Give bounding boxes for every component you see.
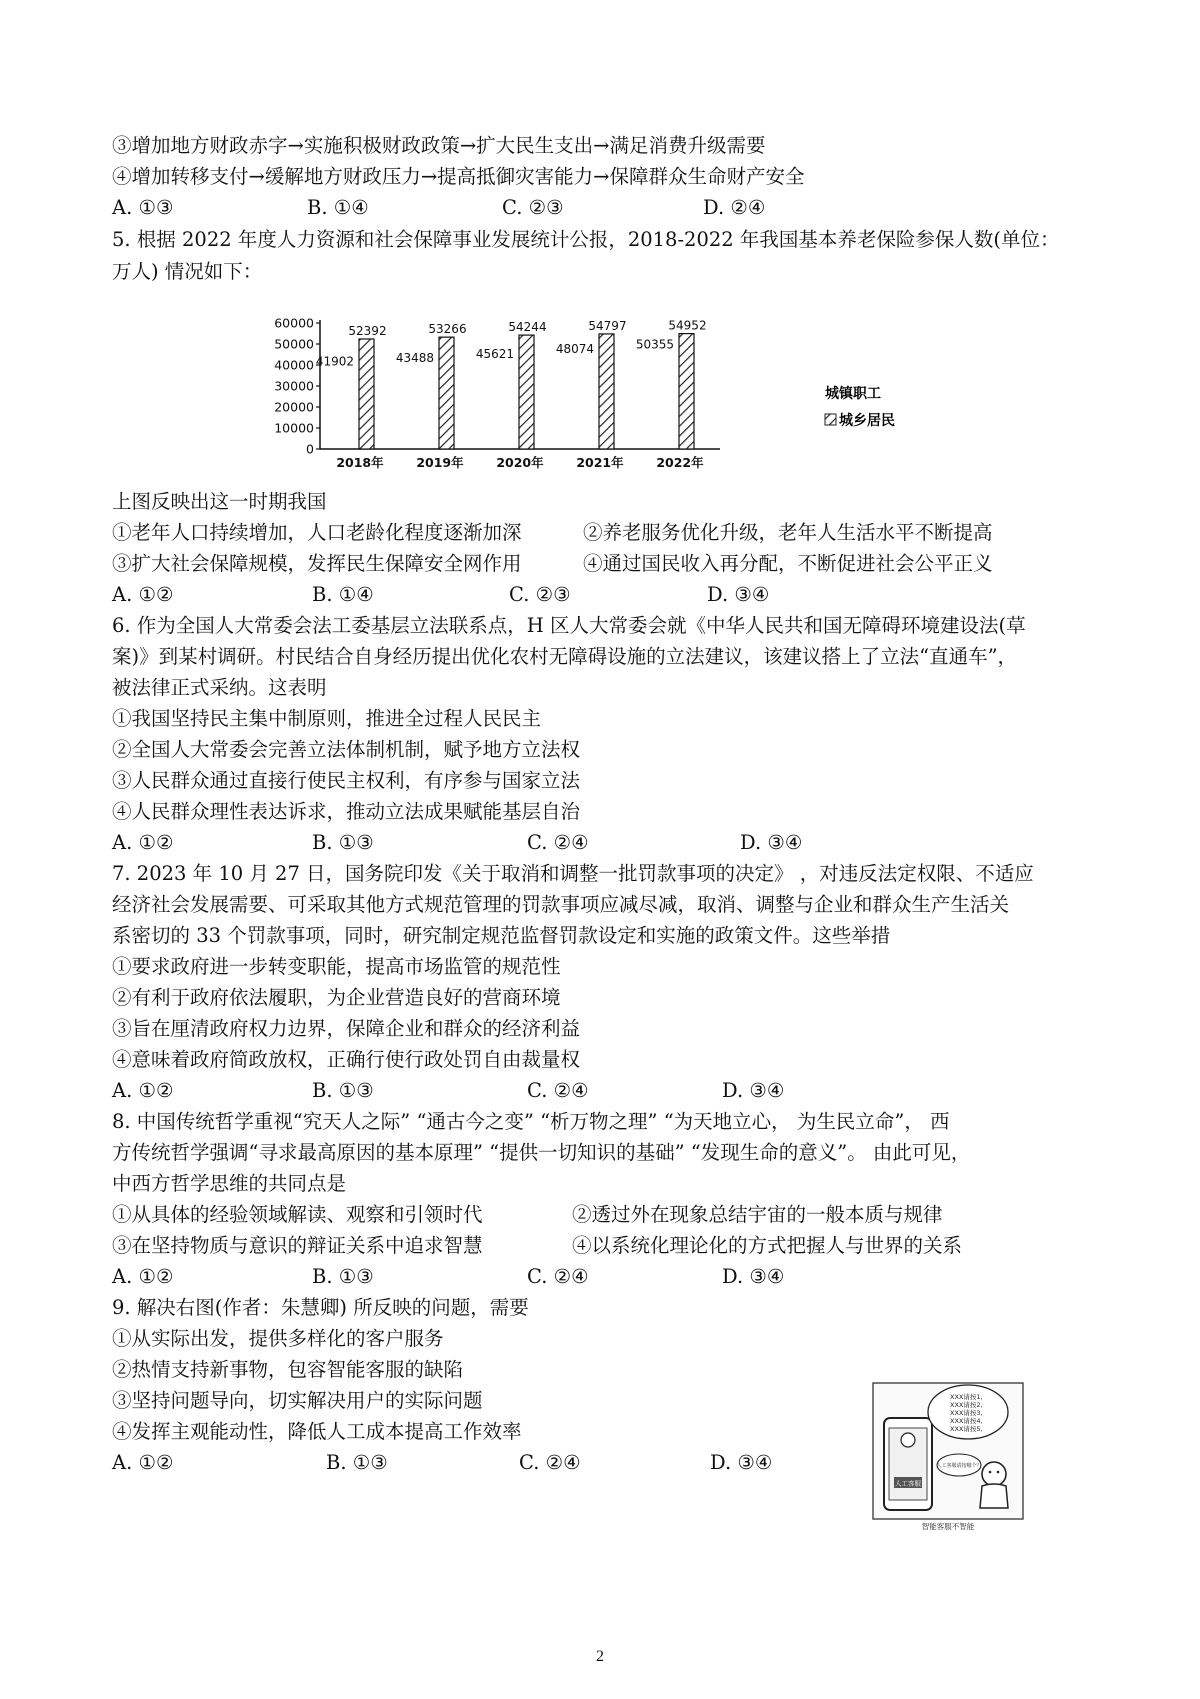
data-label-urban: 45621 <box>475 346 514 361</box>
q6-option-1: ①我国坚持民主集中制原则，推进全过程人民民主 <box>112 707 542 730</box>
q5-option-1: ①老年人口持续增加，人口老龄化程度逐渐加深 <box>112 521 522 544</box>
q5-stem-line-2: 万人) 情况如下： <box>112 260 263 283</box>
q8-choice-b: B. ①③ <box>312 1265 374 1288</box>
y-tick-label: 60000 <box>274 315 314 331</box>
q4-choice-a: A. ①③ <box>112 196 174 219</box>
data-label-rural: 54797 <box>588 318 627 333</box>
y-tick-label: 10000 <box>274 420 314 436</box>
q9-choice-b: B. ①③ <box>326 1451 388 1474</box>
y-tick-label: 0 <box>306 441 314 457</box>
q9-option-3: ③坚持问题导向，切实解决用户的实际问题 <box>112 1389 483 1412</box>
person-eye-left <box>989 1471 992 1474</box>
q5-bar-chart <box>274 310 920 529</box>
q9-cartoon <box>872 1382 1024 1532</box>
q8-choice-c: C. ②④ <box>527 1265 589 1288</box>
person-bubble-text: 人工客服请按哪个？ <box>936 1463 982 1469</box>
q5-option-4: ④通过国民收入再分配，不断促进社会公平正义 <box>583 552 993 575</box>
q7-option-3: ③旨在厘清政府权力边界，保障企业和群众的经济利益 <box>112 1017 581 1040</box>
q7-option-2: ②有利于政府依法履职，为企业营造良好的营商环境 <box>112 986 561 1009</box>
legend-label-urban: 城镇职工 <box>825 386 881 402</box>
q7-choice-b: B. ①③ <box>312 1079 374 1102</box>
q7-option-4: ④意味着政府简政放权，正确行使行政处罚自由裁量权 <box>112 1048 581 1071</box>
q5-option-3: ③扩大社会保障规模，发挥民生保障安全网作用 <box>112 552 522 575</box>
cartoon-drawing <box>872 1382 1024 1532</box>
q8-stem-line-1: 8. 中国传统哲学重视“究天人之际” “通古今之变” “析万物之理” “为天地立心， 为生民立命”， 西 <box>112 1110 950 1133</box>
q7-choice-d: D. ③④ <box>722 1079 785 1102</box>
q7-stem-line-2: 经济社会发展需要、可采取其他方式规范管理的罚款事项应减尽减，取消、调整与企业和群众生产生活关 <box>112 893 1010 916</box>
x-tick-label: 2019年 <box>416 455 464 470</box>
q7-stem-line-3: 系密切的 33 个罚款事项，同时，研究制定规范监督罚款设定和实施的政策文件。这些举措 <box>112 924 891 947</box>
q7-stem-line-1: 7. 2023 年 10 月 27 日，国务院印发《关于取消和调整一批罚款事项的决定》 ，对违反法定权限、不适应 <box>112 862 1034 885</box>
q6-choice-b: B. ①③ <box>312 831 374 854</box>
x-tick-label: 2021年 <box>576 455 624 470</box>
data-label-urban: 41902 <box>315 354 354 369</box>
q5-choice-b: B. ①④ <box>312 583 374 606</box>
q5-option-2: ②养老服务优化升级，老年人生活水平不断提高 <box>583 521 993 544</box>
cartoon-caption: 智能客服不智能 <box>921 1522 975 1531</box>
phone-screen-label: 人工客服 <box>895 1479 921 1488</box>
data-label-urban: 50355 <box>635 337 674 352</box>
q9-stem: 9. 解决右图(作者：朱慧卿) 所反映的问题，需要 <box>112 1296 529 1319</box>
q6-choice-c: C. ②④ <box>527 831 589 854</box>
q7-choice-c: C. ②④ <box>527 1079 589 1102</box>
bar-rural <box>519 335 534 449</box>
q8-stem-line-3: 中西方哲学思维的共同点是 <box>112 1172 347 1195</box>
q8-option-3: ③在坚持物质与意识的辩证关系中追求智慧 <box>112 1234 483 1257</box>
q5-choice-c: C. ②③ <box>509 583 571 606</box>
q9-option-2: ②热情支持新事物，包容智能客服的缺陷 <box>112 1358 464 1381</box>
person-head <box>982 1462 1006 1486</box>
q6-option-2: ②全国人大常委会完善立法体制机制，赋予地方立法权 <box>112 738 581 761</box>
bubble-line-4: XXX请按4, <box>950 1417 983 1425</box>
q9-option-4: ④发挥主观能动性，降低人工成本提高工作效率 <box>112 1420 522 1443</box>
page-number: 2 <box>596 1648 604 1665</box>
data-label-urban: 48074 <box>555 342 594 357</box>
q7-choice-a: A. ①② <box>112 1079 174 1102</box>
q6-stem-line-2: 案)》到某村调研。村民结合自身经历提出优化农村无障碍设施的立法建议，该建议搭上了立法“直通车”， <box>112 645 1018 668</box>
bar-rural <box>439 337 454 449</box>
q6-option-4: ④人民群众理性表达诉求，推动立法成果赋能基层自治 <box>112 800 581 823</box>
q7-option-1: ①要求政府进一步转变职能，提高市场监管的规范性 <box>112 955 561 978</box>
q8-choice-a: A. ①② <box>112 1265 174 1288</box>
q5-choice-a: A. ①② <box>112 583 174 606</box>
q4-choice-b: B. ①④ <box>307 196 369 219</box>
chart-svg <box>274 310 920 525</box>
q6-stem-line-3: 被法律正式采纳。这表明 <box>112 676 327 699</box>
q4-choice-d: D. ②④ <box>703 196 766 219</box>
q6-choice-d: D. ③④ <box>740 831 803 854</box>
y-tick-label: 40000 <box>274 357 314 373</box>
q8-choice-d: D. ③④ <box>722 1265 785 1288</box>
q6-option-3: ③人民群众通过直接行使民主权利，有序参与国家立法 <box>112 769 581 792</box>
y-tick-label: 20000 <box>274 399 314 415</box>
data-label-rural: 54244 <box>508 320 547 335</box>
q9-choice-a: A. ①② <box>112 1451 174 1474</box>
y-tick-label: 50000 <box>274 336 314 352</box>
data-label-urban: 43488 <box>395 351 434 366</box>
y-tick-label: 30000 <box>274 378 314 394</box>
q8-option-2: ②透过外在现象总结宇宙的一般本质与规律 <box>572 1203 943 1226</box>
bubble-line-2: XXX请按2, <box>950 1401 983 1409</box>
q9-choice-c: C. ②④ <box>519 1451 581 1474</box>
bubble-line-3: XXX请按3, <box>950 1409 983 1417</box>
data-label-rural: 54952 <box>668 318 707 333</box>
robot-face-icon <box>901 1433 915 1447</box>
q6-choice-a: A. ①② <box>112 831 174 854</box>
bar-rural <box>359 339 374 449</box>
x-tick-label: 2018年 <box>336 455 384 470</box>
q8-option-1: ①从具体的经验领域解读、观察和引领时代 <box>112 1203 483 1226</box>
legend-label-rural: 城乡居民 <box>839 413 895 429</box>
q5-choice-d: D. ③④ <box>707 583 770 606</box>
bubble-line-1: XXX请按1, <box>950 1393 983 1401</box>
bar-rural <box>679 334 694 449</box>
data-label-rural: 53266 <box>428 322 467 337</box>
person-eye-right <box>997 1471 1000 1474</box>
q4-choice-c: C. ②③ <box>502 196 564 219</box>
q8-option-4: ④以系统化理论化的方式把握人与世界的关系 <box>572 1234 963 1257</box>
x-tick-label: 2020年 <box>496 455 544 470</box>
data-label-rural: 52392 <box>348 323 387 338</box>
q9-option-1: ①从实际出发，提供多样化的客户服务 <box>112 1327 444 1350</box>
q6-stem-line-1: 6. 作为全国人大常委会法工委基层立法联系点，H 区人大常委会就《中华人民共和国无障碍环境建设法(草 <box>112 614 1026 637</box>
q5-after-text: 上图反映出这一时期我国 <box>112 490 327 513</box>
person-body <box>980 1484 1008 1508</box>
legend-swatch-rural <box>825 414 836 425</box>
q5-stem-line-1: 5. 根据 2022 年度人力资源和社会保障事业发展统计公报，2018-2022 年我国基本养老保险参保人数(单位： <box>112 228 1060 251</box>
bar-rural <box>599 334 614 449</box>
q4-option-4: ④增加转移支付→缓解地方财政压力→提高抵御灾害能力→保障群众生命财产安全 <box>112 165 805 188</box>
q9-choice-d: D. ③④ <box>710 1451 773 1474</box>
q4-option-3: ③增加地方财政赤字→实施积极财政政策→扩大民生支出→满足消费升级需要 <box>112 134 766 157</box>
q8-stem-line-2: 方传统哲学强调“寻求最高原因的基本原理” “提供一切知识的基础” “发现生命的意义”。 由此可见， <box>112 1141 971 1164</box>
x-tick-label: 2022年 <box>656 455 704 470</box>
bubble-line-5: XXX请按5, <box>950 1425 983 1433</box>
